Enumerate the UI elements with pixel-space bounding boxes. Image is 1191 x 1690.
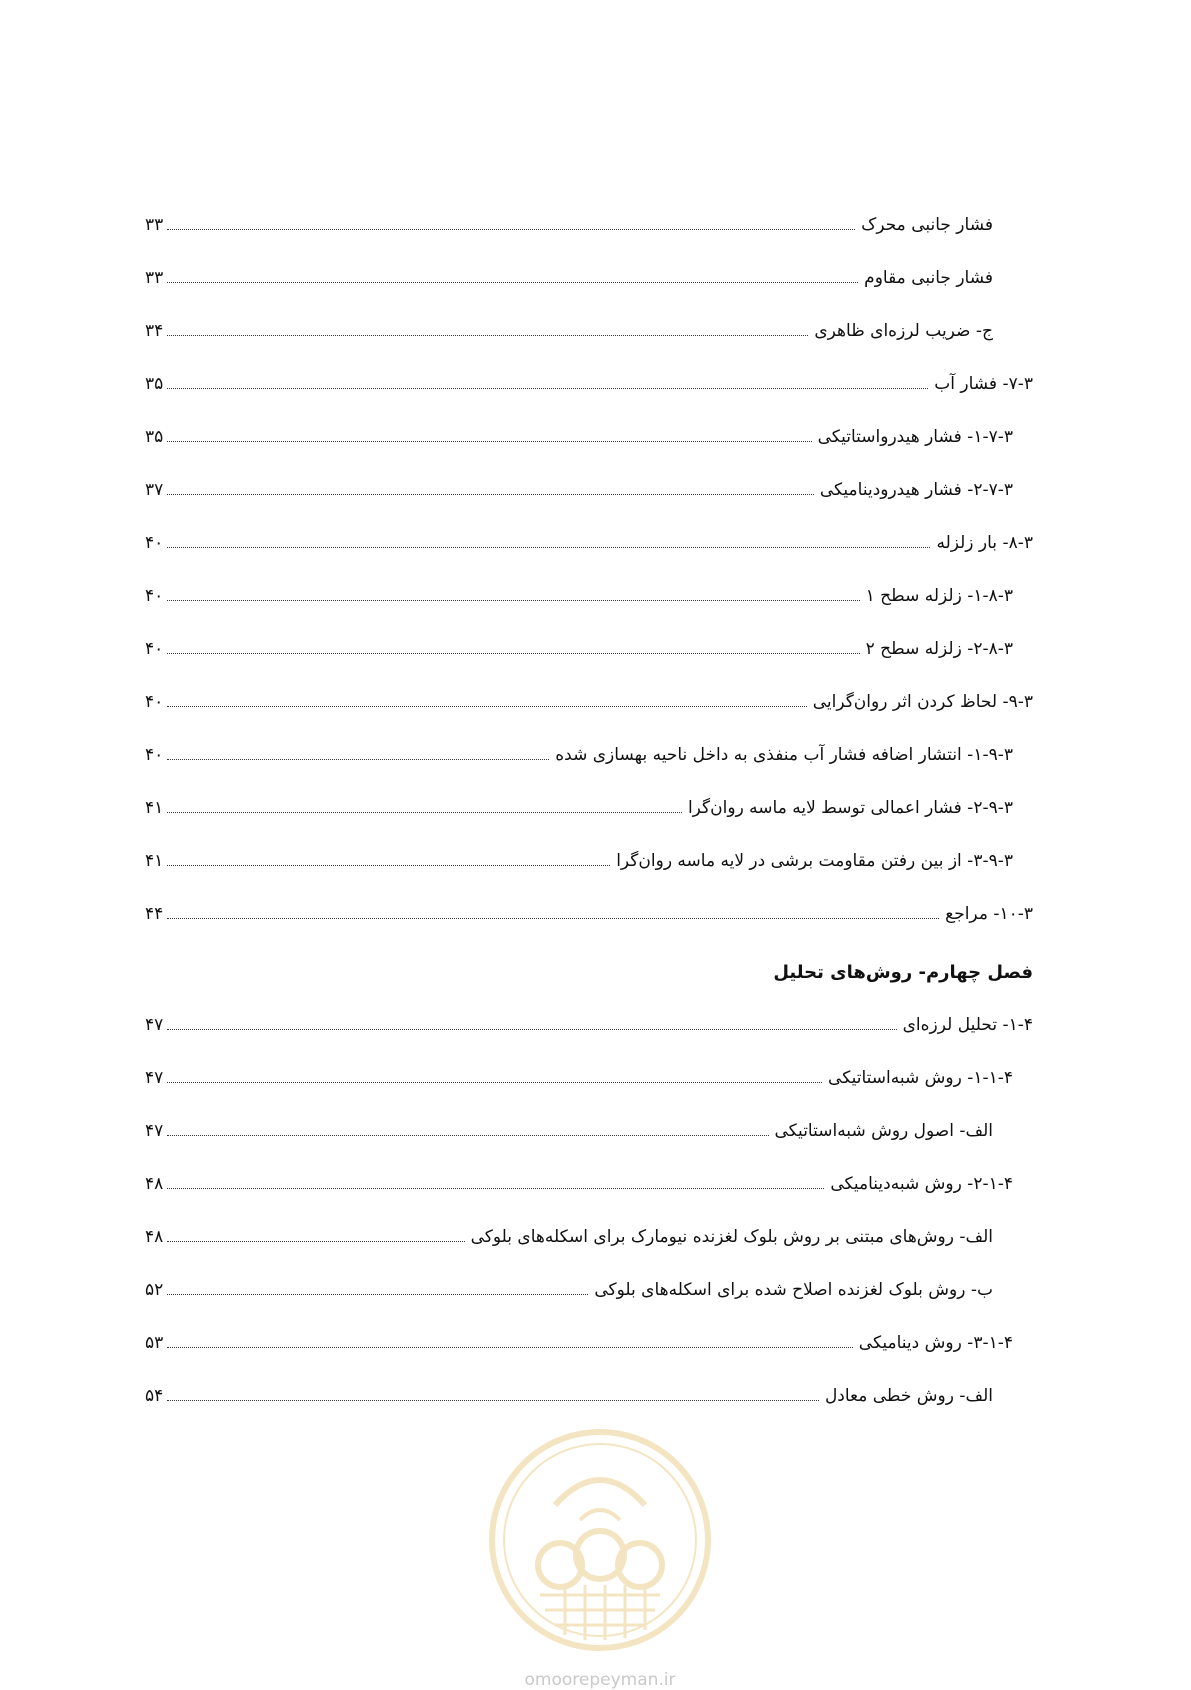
toc-entry-title: الف- روش‌های مبتنی بر روش بلوک لغزنده نیومارک برای اسکله‌های بلوکی — [470, 1227, 993, 1247]
toc-leader-dots — [167, 441, 811, 442]
toc-leader-dots — [167, 706, 806, 707]
toc-leader-dots — [167, 547, 930, 548]
toc-entry-page: ۴۰ — [145, 639, 164, 659]
toc-entry-page: ۴۱ — [145, 798, 164, 818]
toc-entry-title: ۱۰-۳- مراجع — [945, 904, 1033, 924]
toc-entry[interactable] — [145, 677, 1033, 711]
toc-leader-dots — [167, 1294, 588, 1295]
toc-entry-title: ۳-۹-۳- از بین رفتن مقاومت برشی در لایه ماسه روان‌گرا — [616, 851, 1013, 871]
toc-entry-title: ۱-۴- تحلیل لرزه‌ای — [902, 1015, 1033, 1035]
toc-entry[interactable] — [145, 1212, 993, 1246]
toc-entry-page: ۳۳ — [145, 268, 164, 288]
toc-entry-page: ۳۷ — [145, 480, 164, 500]
toc-entry-title: ۹-۳- لحاظ کردن اثر روان‌گرایی — [812, 692, 1033, 712]
toc-entry-page: ۴۱ — [145, 851, 164, 871]
toc-entry-page: ۴۴ — [145, 904, 164, 924]
toc-leader-dots — [167, 229, 855, 230]
toc-entry-page: ۴۰ — [145, 533, 164, 553]
toc-entry-page: ۳۵ — [145, 374, 164, 394]
toc-entry-title: ۳-۱-۴- روش دینامیکی — [858, 1333, 1013, 1353]
toc-entry[interactable] — [145, 412, 1013, 446]
toc-entry-title: ۲-۷-۳- فشار هیدرودینامیکی — [819, 480, 1013, 500]
toc-leader-dots — [167, 1241, 464, 1242]
toc-entry-title: الف- اصول روش شبه‌استاتیکی — [774, 1121, 993, 1141]
toc-leader-dots — [167, 1347, 853, 1348]
toc-leader-dots — [167, 653, 859, 654]
toc-entry-title: ۲-۹-۳- فشار اعمالی توسط لایه ماسه روان‌گرا — [687, 798, 1013, 818]
toc-leader-dots — [167, 759, 549, 760]
toc-entry-title: ۸-۳- بار زلزله — [936, 533, 1033, 553]
toc-entry-page: ۴۰ — [145, 692, 164, 712]
toc-entry-page: ۳۳ — [145, 215, 164, 235]
toc-entry[interactable] — [145, 253, 993, 287]
toc-entry[interactable] — [145, 1371, 993, 1405]
toc-entry-title: الف- روش خطی معادل — [824, 1386, 993, 1406]
toc-entry-page: ۴۰ — [145, 586, 164, 606]
toc-entry-page: ۵۲ — [145, 1280, 164, 1300]
toc-entry-page: ۴۷ — [145, 1068, 164, 1088]
toc-entry-title: ۱-۹-۳- انتشار اضافه فشار آب منفذی به داخل ناحیه بهسازی شده — [555, 745, 1013, 765]
toc-entry-title: ۷-۳- فشار آب — [934, 374, 1033, 394]
toc-entry-page: ۳۵ — [145, 427, 164, 447]
toc-entry[interactable] — [145, 359, 1033, 393]
toc-entry-title: فشار جانبی محرک — [861, 215, 993, 235]
toc-entry-page: ۴۷ — [145, 1121, 164, 1141]
watermark-url: omoorepeyman.ir — [524, 1670, 676, 1690]
toc-entry[interactable] — [145, 1265, 993, 1299]
toc-entry[interactable] — [145, 889, 1033, 923]
toc-leader-dots — [167, 1029, 896, 1030]
toc-leader-dots — [167, 812, 682, 813]
toc-entry[interactable] — [145, 306, 993, 340]
toc-leader-dots — [167, 494, 814, 495]
toc-leader-dots — [167, 918, 939, 919]
toc-entry-title: ۱-۷-۳- فشار هیدرواستاتیکی — [817, 427, 1013, 447]
toc-entry[interactable] — [145, 1000, 1033, 1034]
toc-leader-dots — [167, 600, 859, 601]
toc-entry[interactable] — [145, 1159, 1013, 1193]
toc-entry-title: ۱-۱-۴- روش شبه‌استاتیکی — [828, 1068, 1013, 1088]
toc-leader-dots — [167, 1400, 819, 1401]
toc-leader-dots — [167, 865, 610, 866]
toc-entry[interactable] — [145, 1053, 1013, 1087]
toc-entry[interactable] — [145, 200, 993, 234]
toc-leader-dots — [167, 1135, 768, 1136]
toc-entry[interactable] — [145, 571, 1013, 605]
toc-leader-dots — [167, 1188, 824, 1189]
toc-entry[interactable] — [145, 518, 1033, 552]
toc-entry-title: ۱-۸-۳- زلزله سطح ۱ — [865, 586, 1013, 606]
toc-entry-title: فشار جانبی مقاوم — [864, 268, 993, 288]
toc-leader-dots — [167, 388, 928, 389]
toc-entry-page: ۴۸ — [145, 1227, 164, 1247]
toc-entry-page: ۴۷ — [145, 1015, 164, 1035]
toc-entry-title: ۲-۸-۳- زلزله سطح ۲ — [865, 639, 1013, 659]
toc-entry-title: ب- روش بلوک لغزنده اصلاح شده برای اسکله‌های بلوکی — [594, 1280, 993, 1300]
toc-leader-dots — [167, 1082, 822, 1083]
toc-entry[interactable] — [145, 1318, 1013, 1352]
toc-entry-page: ۴۰ — [145, 745, 164, 765]
toc-entry-title: ج- ضریب لرزه‌ای ظاهری — [814, 321, 993, 341]
toc-entry[interactable] — [145, 730, 1013, 764]
toc-entry[interactable] — [145, 1106, 993, 1140]
toc-entry[interactable] — [145, 783, 1013, 817]
toc-entry-title: ۲-۱-۴- روش شبه‌دینامیکی — [830, 1174, 1013, 1194]
toc-leader-dots — [167, 335, 808, 336]
toc-entry-page: ۳۴ — [145, 321, 164, 341]
toc-entry[interactable] — [145, 836, 1013, 870]
toc-entry-page: ۵۴ — [145, 1386, 164, 1406]
chapter-heading: فصل چهارم- روش‌های تحلیل — [773, 962, 1033, 983]
toc-entry-page: ۴۸ — [145, 1174, 164, 1194]
toc-entry[interactable] — [145, 624, 1013, 658]
toc-entry-page: ۵۳ — [145, 1333, 164, 1353]
toc-entry[interactable] — [145, 465, 1013, 499]
watermark-logo — [485, 1425, 715, 1655]
toc-leader-dots — [167, 282, 858, 283]
